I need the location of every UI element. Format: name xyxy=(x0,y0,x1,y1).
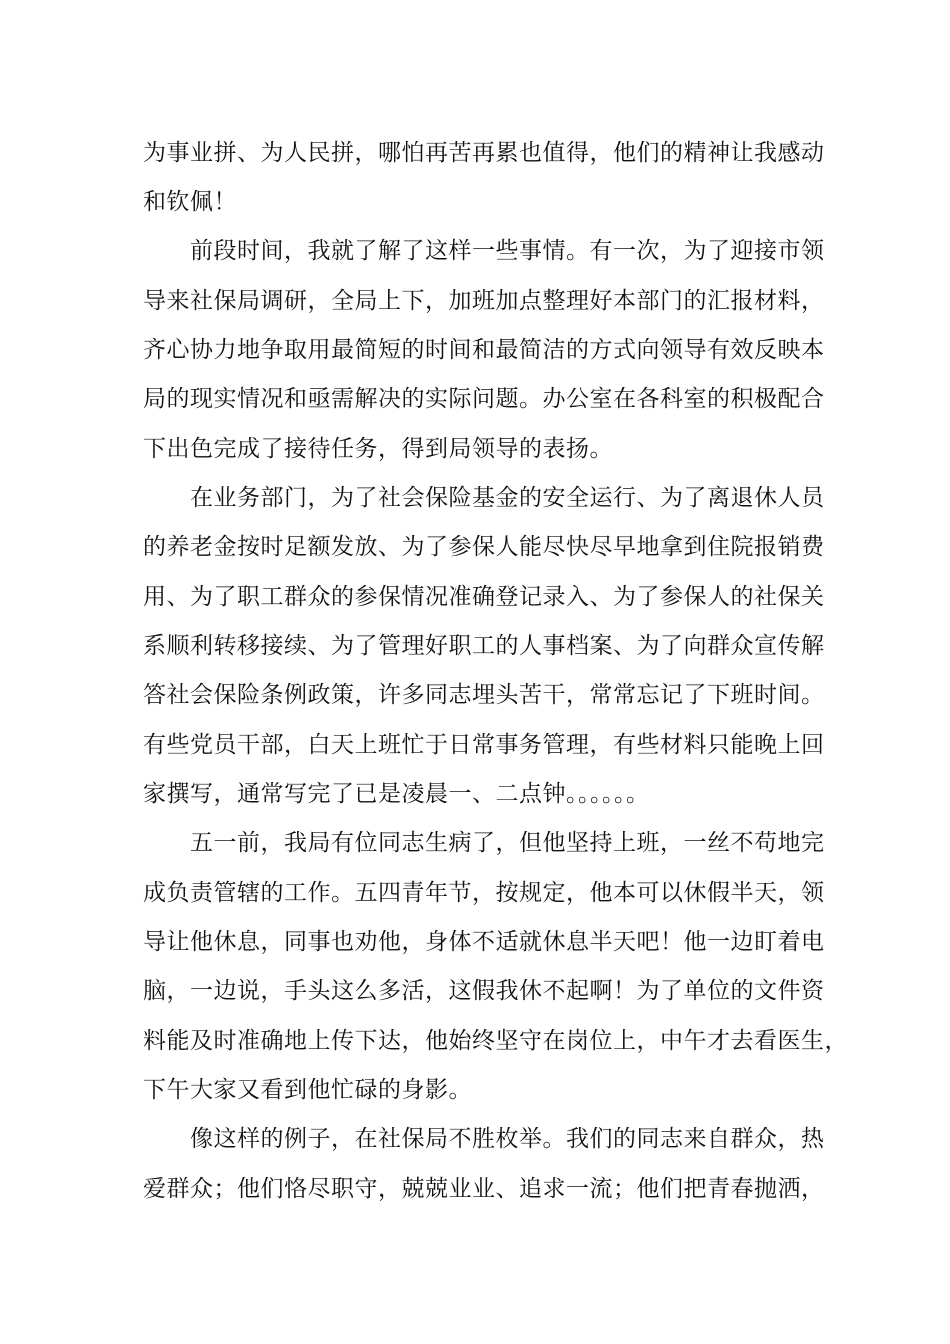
text-line: 和钦佩！ xyxy=(143,189,237,215)
text-line: 家撰写，通常写完了已是凌晨一、二点钟。。。。。。 xyxy=(143,781,650,807)
paragraph-first-line: 像这样的例子，在社保局不胜枚举。我们的同志来自群众，热 xyxy=(190,1126,825,1152)
text-line: 成负责管辖的工作。五四青年节，按规定，他本可以休假半天，领 xyxy=(143,880,825,906)
text-line: 导让他休息，同事也劝他，身体不适就休息半天吧！他一边盯着电 xyxy=(143,929,825,955)
text-line: 的养老金按时足额发放、为了参保人能尽快尽早地拿到住院报销费 xyxy=(143,534,825,560)
paragraph-first-line: 五一前，我局有位同志生病了，但他坚持上班，一丝不苟地完 xyxy=(190,830,825,856)
text-line: 脑，一边说，手头这么多活，这假我休不起啊！为了单位的文件资 xyxy=(143,978,825,1004)
text-line: 有些党员干部，白天上班忙于日常事务管理，有些材料只能晚上回 xyxy=(143,732,825,758)
text-line: 系顺利转移接续、为了管理好职工的人事档案、为了向群众宣传解 xyxy=(143,633,825,659)
paragraph-first-line: 在业务部门，为了社会保险基金的安全运行、为了离退休人员 xyxy=(190,485,825,511)
text-line: 为事业拼、为人民拼，哪怕再苦再累也值得，他们的精神让我感动 xyxy=(143,140,825,166)
text-line: 爱群众；他们恪尽职守，兢兢业业、追求一流；他们把青春抛洒， xyxy=(143,1176,825,1202)
text-line: 料能及时准确地上传下达，他始终坚守在岗位上，中午才去看医生， xyxy=(143,1028,848,1054)
text-line: 局的现实情况和亟需解决的实际问题。办公室在各科室的积极配合 xyxy=(143,386,825,412)
text-line: 答社会保险条例政策，许多同志埋头苦干，常常忘记了下班时间。 xyxy=(143,682,825,708)
text-line: 导来社保局调研，全局上下，加班加点整理好本部门的汇报材料， xyxy=(143,288,825,314)
text-line: 下出色完成了接待任务，得到局领导的表扬。 xyxy=(143,436,613,462)
text-line: 齐心协力地争取用最简短的时间和最简洁的方式向领导有效反映本 xyxy=(143,337,825,363)
text-line: 用、为了职工群众的参保情况准确登记录入、为了参保人的社保关 xyxy=(143,584,825,610)
paragraph-first-line: 前段时间，我就了解了这样一些事情。有一次，为了迎接市领 xyxy=(190,238,825,264)
text-line: 下午大家又看到他忙碌的身影。 xyxy=(143,1077,472,1103)
